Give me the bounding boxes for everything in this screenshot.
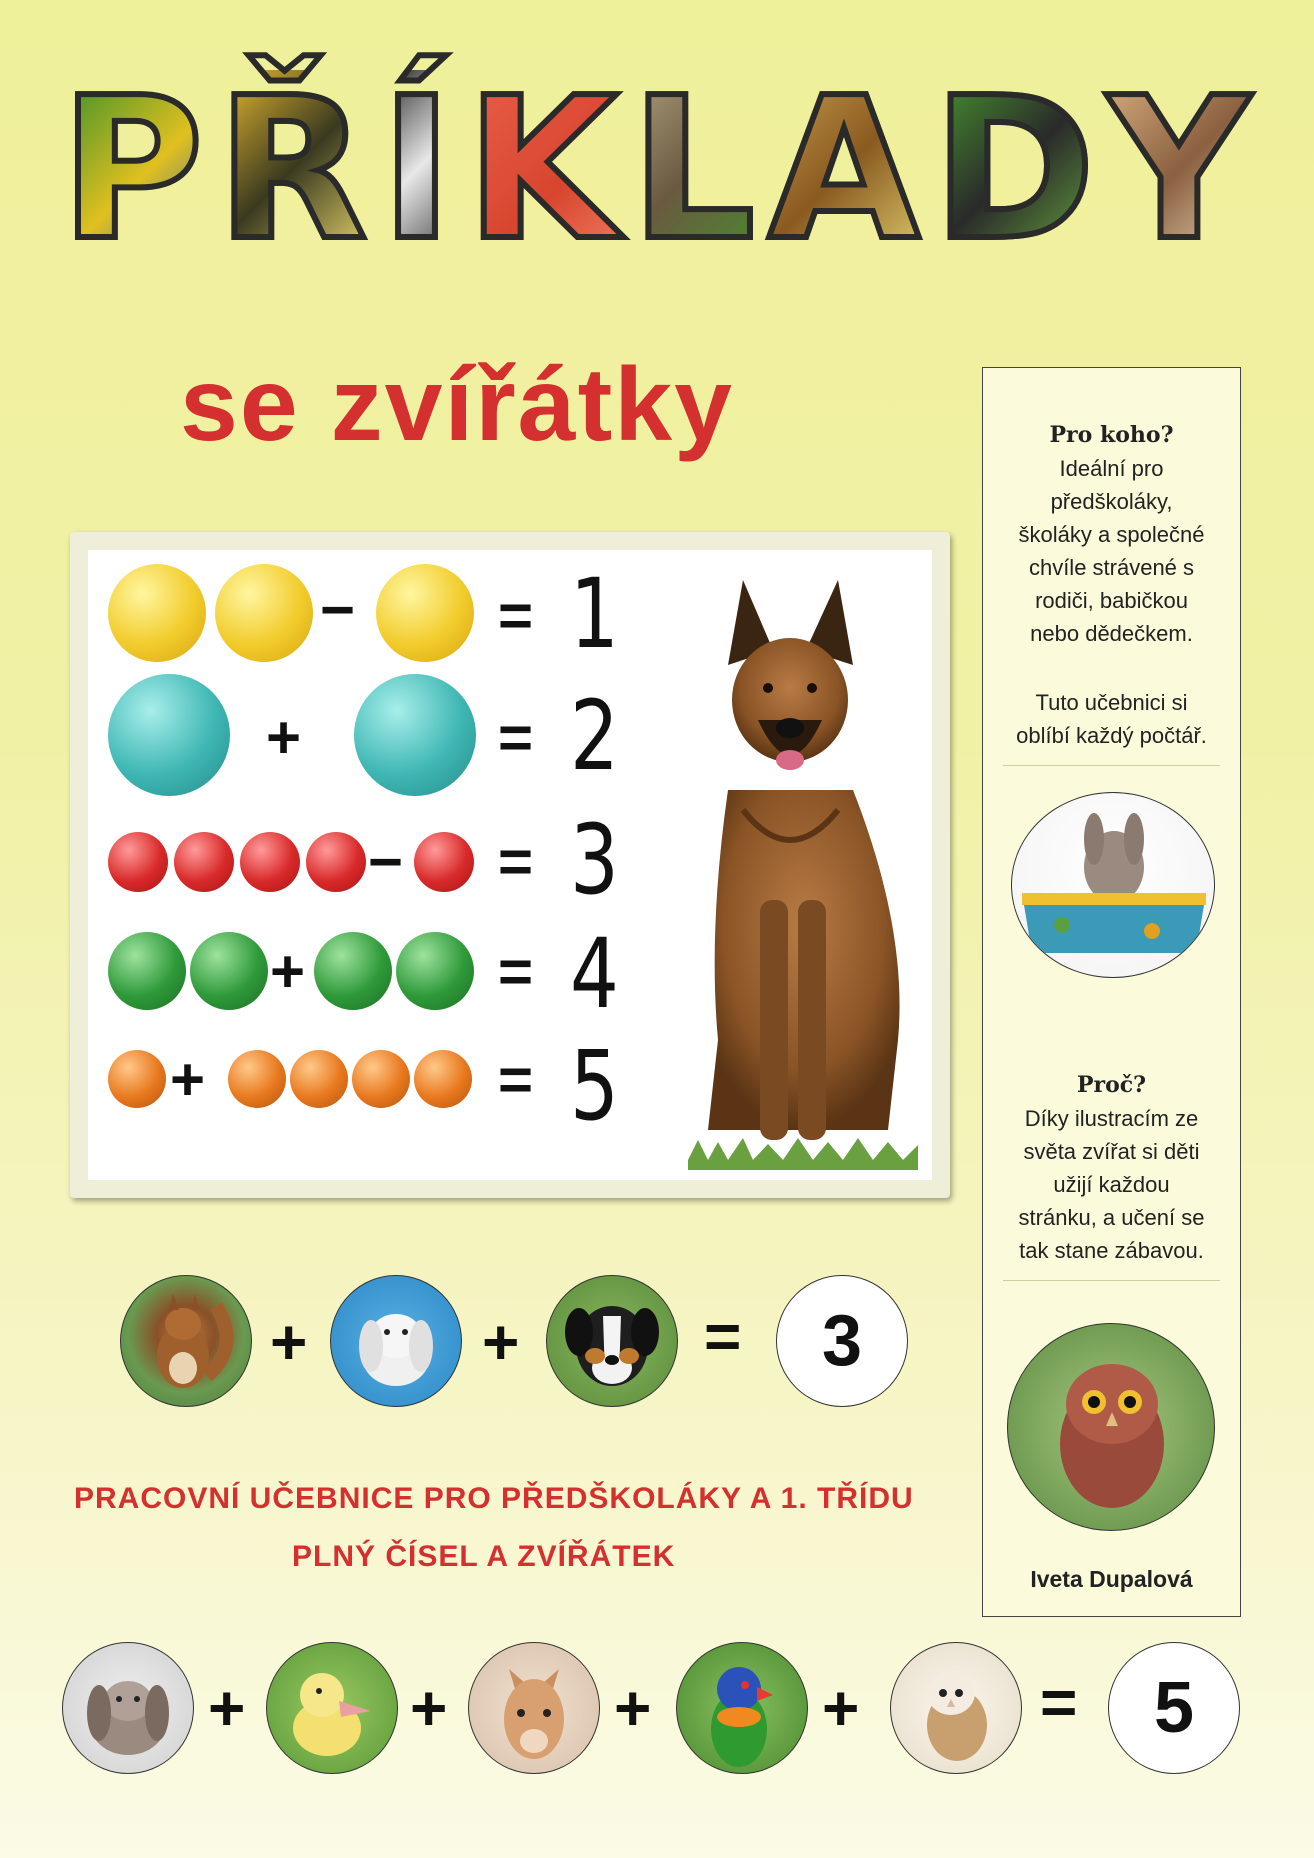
alpaca-icon bbox=[469, 1643, 599, 1773]
orange-ball bbox=[108, 1050, 166, 1108]
text-line: školáky a společné bbox=[1018, 522, 1205, 547]
orange-ball bbox=[228, 1050, 286, 1108]
yellow-ball bbox=[108, 564, 206, 662]
proc-heading: Proč? bbox=[1076, 1072, 1147, 1098]
text-line: Tuto učebnici si bbox=[1035, 690, 1188, 715]
plus-sign: + bbox=[270, 938, 306, 1005]
plus-sign: + bbox=[170, 1046, 206, 1113]
red-ball bbox=[414, 832, 474, 892]
puppy-photo bbox=[546, 1275, 678, 1407]
plus-sign: + bbox=[266, 704, 302, 771]
orange-ball bbox=[352, 1050, 410, 1108]
rabbit-photo bbox=[330, 1275, 462, 1407]
red-ball bbox=[108, 832, 168, 892]
result-number: 3 bbox=[570, 804, 619, 916]
caption-line-1: PRACOVNÍ UČEBNICE PRO PŘEDŠKOLÁKY A 1. TŘÍDU bbox=[74, 1482, 914, 1515]
plus-sign: + bbox=[614, 1672, 652, 1744]
teal-ball bbox=[108, 674, 230, 796]
text-line: stránku, a učení se bbox=[1018, 1205, 1205, 1230]
title-letter-d: D bbox=[932, 56, 1096, 284]
equals-sign: = bbox=[498, 704, 534, 771]
title-letter-a: A bbox=[768, 56, 920, 284]
minus-sign: − bbox=[320, 576, 356, 643]
equals-sign: = bbox=[498, 828, 534, 895]
puppy-icon bbox=[547, 1276, 677, 1406]
info-sidebar bbox=[982, 367, 1241, 1617]
green-ball bbox=[190, 932, 268, 1010]
yellow-ball bbox=[376, 564, 474, 662]
plus-sign: + bbox=[208, 1672, 246, 1744]
title-letter-l: L bbox=[630, 56, 756, 284]
lorikeet-photo bbox=[676, 1642, 808, 1774]
orange-ball bbox=[290, 1050, 348, 1108]
red-ball bbox=[240, 832, 300, 892]
red-ball bbox=[174, 832, 234, 892]
text-line: Ideální pro bbox=[1059, 456, 1164, 481]
lorikeet-icon bbox=[677, 1643, 807, 1773]
tuto-text bbox=[983, 686, 1240, 752]
equals-sign: = bbox=[1040, 1666, 1078, 1738]
duckling-photo bbox=[266, 1642, 398, 1774]
result-number: 1 bbox=[570, 558, 619, 670]
text-line: nebo dědečkem. bbox=[1030, 621, 1193, 646]
result-number: 2 bbox=[570, 680, 619, 792]
title-letter-r: Ř bbox=[216, 56, 368, 284]
text-line: chvíle strávené s bbox=[1028, 555, 1195, 580]
text-line: rodiči, babičkou bbox=[1035, 588, 1188, 613]
squirrel-photo bbox=[120, 1275, 252, 1407]
rabbit-box-icon bbox=[1012, 793, 1215, 978]
author-name: Iveta Dupalová bbox=[1030, 1566, 1193, 1592]
text-line: světa zvířat si děti bbox=[1023, 1139, 1200, 1164]
title-letter-i: Í bbox=[380, 56, 454, 284]
green-ball bbox=[314, 932, 392, 1010]
duckling-icon bbox=[267, 1643, 397, 1773]
answer-circle: 5 bbox=[1108, 1642, 1240, 1774]
result-number: 5 bbox=[570, 1030, 619, 1142]
title-letter-k: K bbox=[465, 56, 618, 284]
teal-ball bbox=[354, 674, 476, 796]
plus-sign: + bbox=[822, 1672, 860, 1744]
yellow-ball bbox=[215, 564, 313, 662]
bunny-icon bbox=[63, 1643, 193, 1773]
proc-text bbox=[983, 1102, 1240, 1267]
text-line: předškoláky, bbox=[1050, 489, 1173, 514]
plus-sign: + bbox=[482, 1306, 520, 1378]
dog-illustration bbox=[688, 570, 918, 1170]
barn-owl-photo bbox=[890, 1642, 1022, 1774]
divider bbox=[1003, 1280, 1220, 1281]
owl-icon bbox=[1008, 1324, 1215, 1531]
divider bbox=[1003, 765, 1220, 766]
bunny-photo bbox=[62, 1642, 194, 1774]
equals-sign: = bbox=[498, 582, 534, 649]
equals-sign: = bbox=[498, 938, 534, 1005]
caption-line-2: PLNÝ ČÍSEL A ZVÍŘÁTEK bbox=[292, 1540, 676, 1573]
answer-circle: 3 bbox=[776, 1275, 908, 1407]
plus-sign: + bbox=[270, 1306, 308, 1378]
rabbit-icon bbox=[331, 1276, 461, 1406]
equals-sign: = bbox=[498, 1046, 534, 1113]
pro-koho-text bbox=[983, 452, 1240, 650]
text-line: tak stane zábavou. bbox=[1019, 1238, 1204, 1263]
minus-sign: − bbox=[368, 828, 404, 895]
text-line: oblíbí každý počtář. bbox=[1016, 723, 1207, 748]
result-number: 4 bbox=[570, 918, 619, 1030]
title-letter-y: Y bbox=[1107, 56, 1250, 284]
book-title bbox=[60, 56, 1250, 284]
pro-koho-heading: Pro koho? bbox=[1049, 422, 1174, 448]
orange-ball bbox=[414, 1050, 472, 1108]
rabbit-in-box-photo bbox=[1011, 792, 1215, 978]
equals-sign: = bbox=[704, 1300, 742, 1372]
equation-card bbox=[70, 532, 950, 1198]
owl-photo bbox=[1007, 1323, 1215, 1531]
text-line: Díky ilustracím ze bbox=[1024, 1106, 1199, 1131]
title-letter-p: P bbox=[60, 56, 204, 284]
red-ball bbox=[306, 832, 366, 892]
equation-card-inner bbox=[88, 550, 932, 1180]
alpaca-photo bbox=[468, 1642, 600, 1774]
green-ball bbox=[108, 932, 186, 1010]
subtitle: se zvířátky bbox=[180, 347, 734, 463]
green-ball bbox=[396, 932, 474, 1010]
barn-owl-icon bbox=[891, 1643, 1021, 1773]
plus-sign: + bbox=[410, 1672, 448, 1744]
squirrel-icon bbox=[121, 1276, 251, 1406]
text-line: užijí každou bbox=[1053, 1172, 1170, 1197]
